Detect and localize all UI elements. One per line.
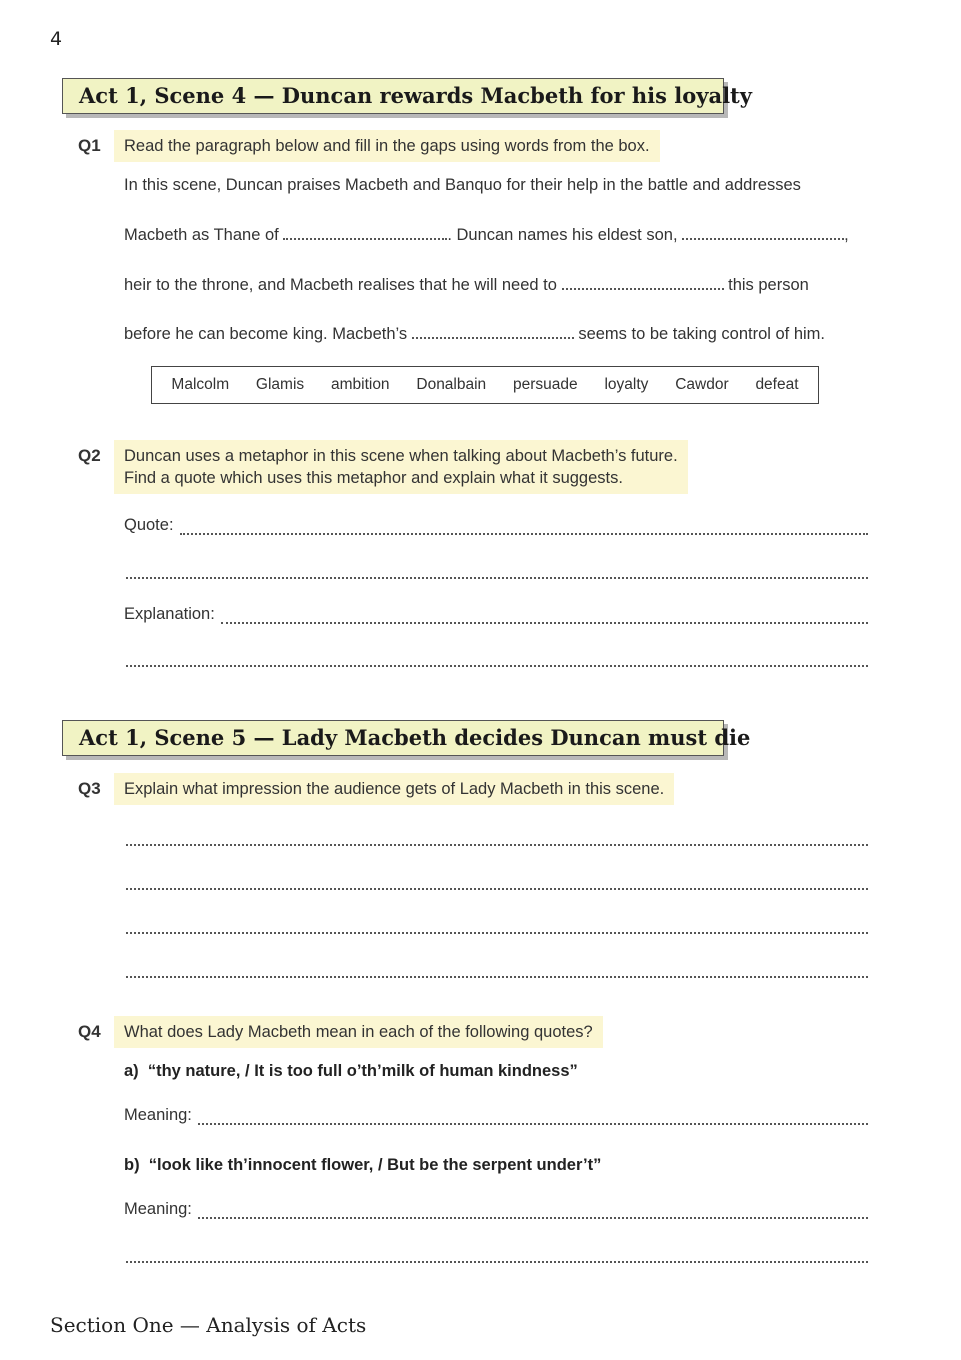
word-bank-item: Glamis xyxy=(255,376,305,393)
q4a-meaning-row xyxy=(124,1106,868,1125)
q4b-meaning-answer-line-2[interactable] xyxy=(126,1247,868,1263)
q1-line2-text-b: . Duncan names his eldest son, xyxy=(447,226,678,244)
word-bank-item: ambition xyxy=(330,376,390,393)
meaning-label: Meaning: xyxy=(124,1106,192,1124)
explanation-label: Explanation: xyxy=(124,605,215,623)
q2-prompt-line1: Duncan uses a metaphor in this scene when talking about Macbeth’s future. xyxy=(124,447,678,465)
q2-explanation-answer-line-2[interactable] xyxy=(126,651,868,667)
q4b-quote: “look like th’innocent flower, / But be the serpent under’t” xyxy=(148,1156,602,1174)
q3-answer-line[interactable] xyxy=(126,918,868,934)
section-title-act1-scene5: Act 1, Scene 5 — Lady Macbeth decides Duncan must die xyxy=(62,720,724,756)
gap-eldest-son[interactable] xyxy=(682,226,844,240)
q1-paragraph-line1: In this scene, Duncan praises Macbeth and Banquo for their help in the battle and addresses xyxy=(124,176,801,194)
word-bank-item: Donalbain xyxy=(416,376,487,393)
q4b-quote-row xyxy=(124,1156,601,1175)
word-bank-item: persuade xyxy=(513,376,578,393)
q3-answer-line[interactable] xyxy=(126,962,868,978)
section-title-act1-scene4: Act 1, Scene 4 — Duncan rewards Macbeth for his loyalty xyxy=(62,78,724,114)
gap-need-to[interactable] xyxy=(562,276,724,290)
q1-paragraph-line2 xyxy=(124,226,849,245)
q3-answer-row-4 xyxy=(124,962,868,978)
q3-answer-row-2 xyxy=(124,874,868,890)
q4b-label: b) xyxy=(124,1156,140,1174)
section-footer: Section One — Analysis of Acts xyxy=(50,1313,367,1337)
question-prompt-q4: What does Lady Macbeth mean in each of the following quotes? xyxy=(114,1016,603,1048)
question-number-q4: Q4 xyxy=(78,1022,101,1041)
q2-quote-row-2 xyxy=(124,563,868,579)
q2-explanation-answer-line[interactable] xyxy=(221,608,868,624)
q1-line2-text-a: Macbeth as Thane of xyxy=(124,226,279,244)
question-prompt-q2 xyxy=(114,440,688,494)
q2-explanation-row xyxy=(124,605,868,624)
question-number-q1: Q1 xyxy=(78,136,101,155)
gap-thane-of[interactable] xyxy=(283,226,447,240)
q1-line4-text-a: before he can become king. Macbeth’s xyxy=(124,325,408,343)
q4b-meaning-row xyxy=(124,1200,868,1219)
q4a-quote: “thy nature, / It is too full o’th’milk of human kindness” xyxy=(147,1062,578,1080)
q1-paragraph-line3 xyxy=(124,276,809,295)
q4b-meaning-answer-line[interactable] xyxy=(198,1203,868,1219)
word-bank-item: Malcolm xyxy=(171,376,230,393)
question-prompt-q1: Read the paragraph below and fill in the gaps using words from the box. xyxy=(114,130,660,162)
gap-macbeths[interactable] xyxy=(412,325,574,339)
word-bank-item: loyalty xyxy=(604,376,649,393)
q1-line2-text-c: , xyxy=(844,226,849,244)
word-bank-item: Cawdor xyxy=(675,376,729,393)
meaning-label: Meaning: xyxy=(124,1200,192,1218)
question-prompt-q3: Explain what impression the audience gets of Lady Macbeth in this scene. xyxy=(114,773,674,805)
q2-prompt-line2: Find a quote which uses this metaphor and explain what it suggests. xyxy=(124,469,623,487)
q4a-meaning-answer-line[interactable] xyxy=(198,1109,868,1125)
q1-line3-text-b: this person xyxy=(728,276,809,294)
question-number-q3: Q3 xyxy=(78,779,101,798)
q3-answer-line[interactable] xyxy=(126,830,868,846)
q4a-quote-row xyxy=(124,1062,578,1081)
q4a-label: a) xyxy=(124,1062,139,1080)
q2-quote-answer-line[interactable] xyxy=(180,519,868,535)
q4b-meaning-row-2 xyxy=(124,1247,868,1263)
q1-line4-text-b: seems to be taking control of him. xyxy=(578,325,826,343)
q2-quote-row xyxy=(124,516,868,535)
q3-answer-row-1 xyxy=(124,830,868,846)
q3-answer-row-3 xyxy=(124,918,868,934)
q3-answer-line[interactable] xyxy=(126,874,868,890)
quote-label: Quote: xyxy=(124,516,174,534)
q2-quote-answer-line-2[interactable] xyxy=(126,563,868,579)
q1-paragraph-line4 xyxy=(124,325,825,344)
word-bank-item: defeat xyxy=(755,376,799,393)
q2-explanation-row-2 xyxy=(124,651,868,667)
q1-line3-text-a: heir to the throne, and Macbeth realises that he will need to xyxy=(124,276,557,294)
question-number-q2: Q2 xyxy=(78,446,101,465)
word-bank-box xyxy=(151,366,819,404)
page-number: 4 xyxy=(50,28,63,50)
